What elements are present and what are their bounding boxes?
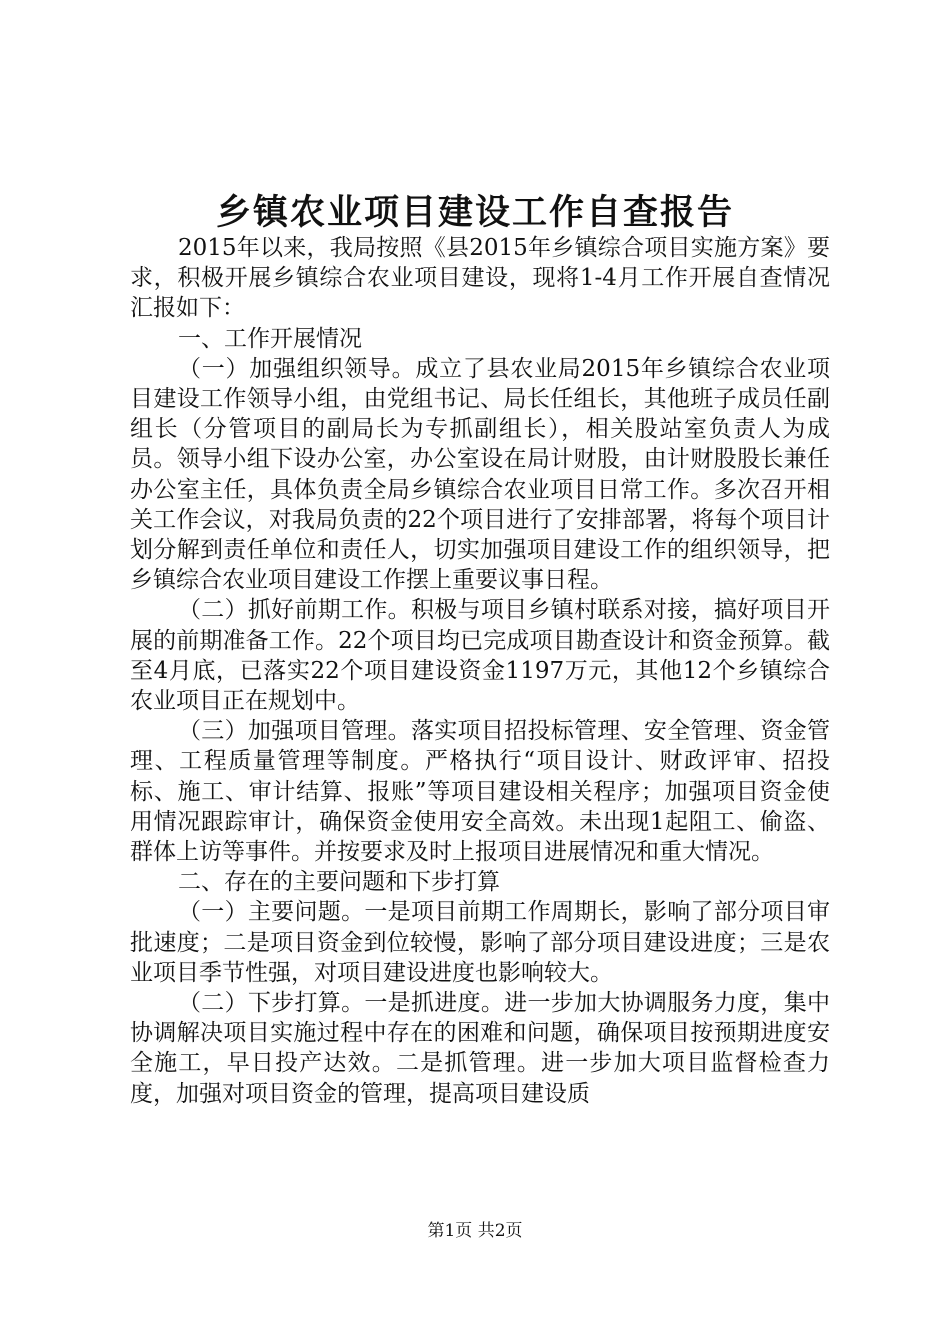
section-heading-1: 一、工作开展情况 — [178, 325, 362, 352]
paragraph-1-2: （二）抓好前期工作。积极与项目乡镇村联系对接，搞好项目开展的前期准备工作。22个项目均已完成项目勘查设计和资金预算。截至4月底，已落实22个项目建设资金1197万元，其他12个乡镇综合农业项目正在规划中。 — [130, 597, 830, 715]
document-title: 乡镇农业项目建设工作自查报告 — [215, 192, 734, 233]
page-footer: 第1页 共2页 — [427, 1221, 523, 1241]
paragraph-2-1: （一）主要问题。一是项目前期工作周期长，影响了部分项目审批速度；二是项目资金到位较慢，影响了部分项目建设进度；三是农业项目季节性强，对项目建设进度也影响较大。 — [130, 899, 830, 986]
document-body — [130, 233, 830, 1109]
paragraph-2-2: （二）下步打算。一是抓进度。进一步加大协调服务力度，集中协调解决项目实施过程中存在的困难和问题，确保项目按预期进度安全施工，早日投产达效。二是抓管理。进一步加大项目监督检查力度，加强对项目资金的管理，提高项目建设质 — [130, 990, 830, 1107]
paragraph-1-1: （一）加强组织领导。成立了县农业局2015年乡镇综合农业项目建设工作领导小组，由党组书记、局长任组长，其他班子成员任副组长（分管项目的副局长为专抓副组长），相关股站室负责人为成员。领导小组下设办公室，办公室设在局计财股，由计财股股长兼任办公室主任，具体负责全局乡镇综合农业项目日常工作。多次召开相关工作会议，对我局负责的22个项目进行了安排部署，将每个项目计划分解到责任单位和责任人，切实加强项目建设工作的组织领导，把乡镇综合农业项目建设工作摆上重要议事日程。 — [130, 355, 830, 594]
section-heading-2: 二、存在的主要问题和下步打算 — [178, 869, 500, 896]
paragraph-intro: 2015年以来，我局按照《县2015年乡镇综合项目实施方案》要求，积极开展乡镇综合农业项目建设，现将1-4月工作开展自查情况汇报如下： — [130, 235, 830, 322]
paragraph-1-3: （三）加强项目管理。落实项目招投标管理、安全管理、资金管理、工程质量管理等制度。严格执行“项目设计、财政评审、招投标、施工、审计结算、报账”等项目建设相关程序；加强项目资金使用情况跟踪审计，确保资金使用安全高效。未出现1起阻工、偷盗、群体上访等事件。并按要求及时上报项目进展情况和重大情况。 — [130, 718, 830, 866]
